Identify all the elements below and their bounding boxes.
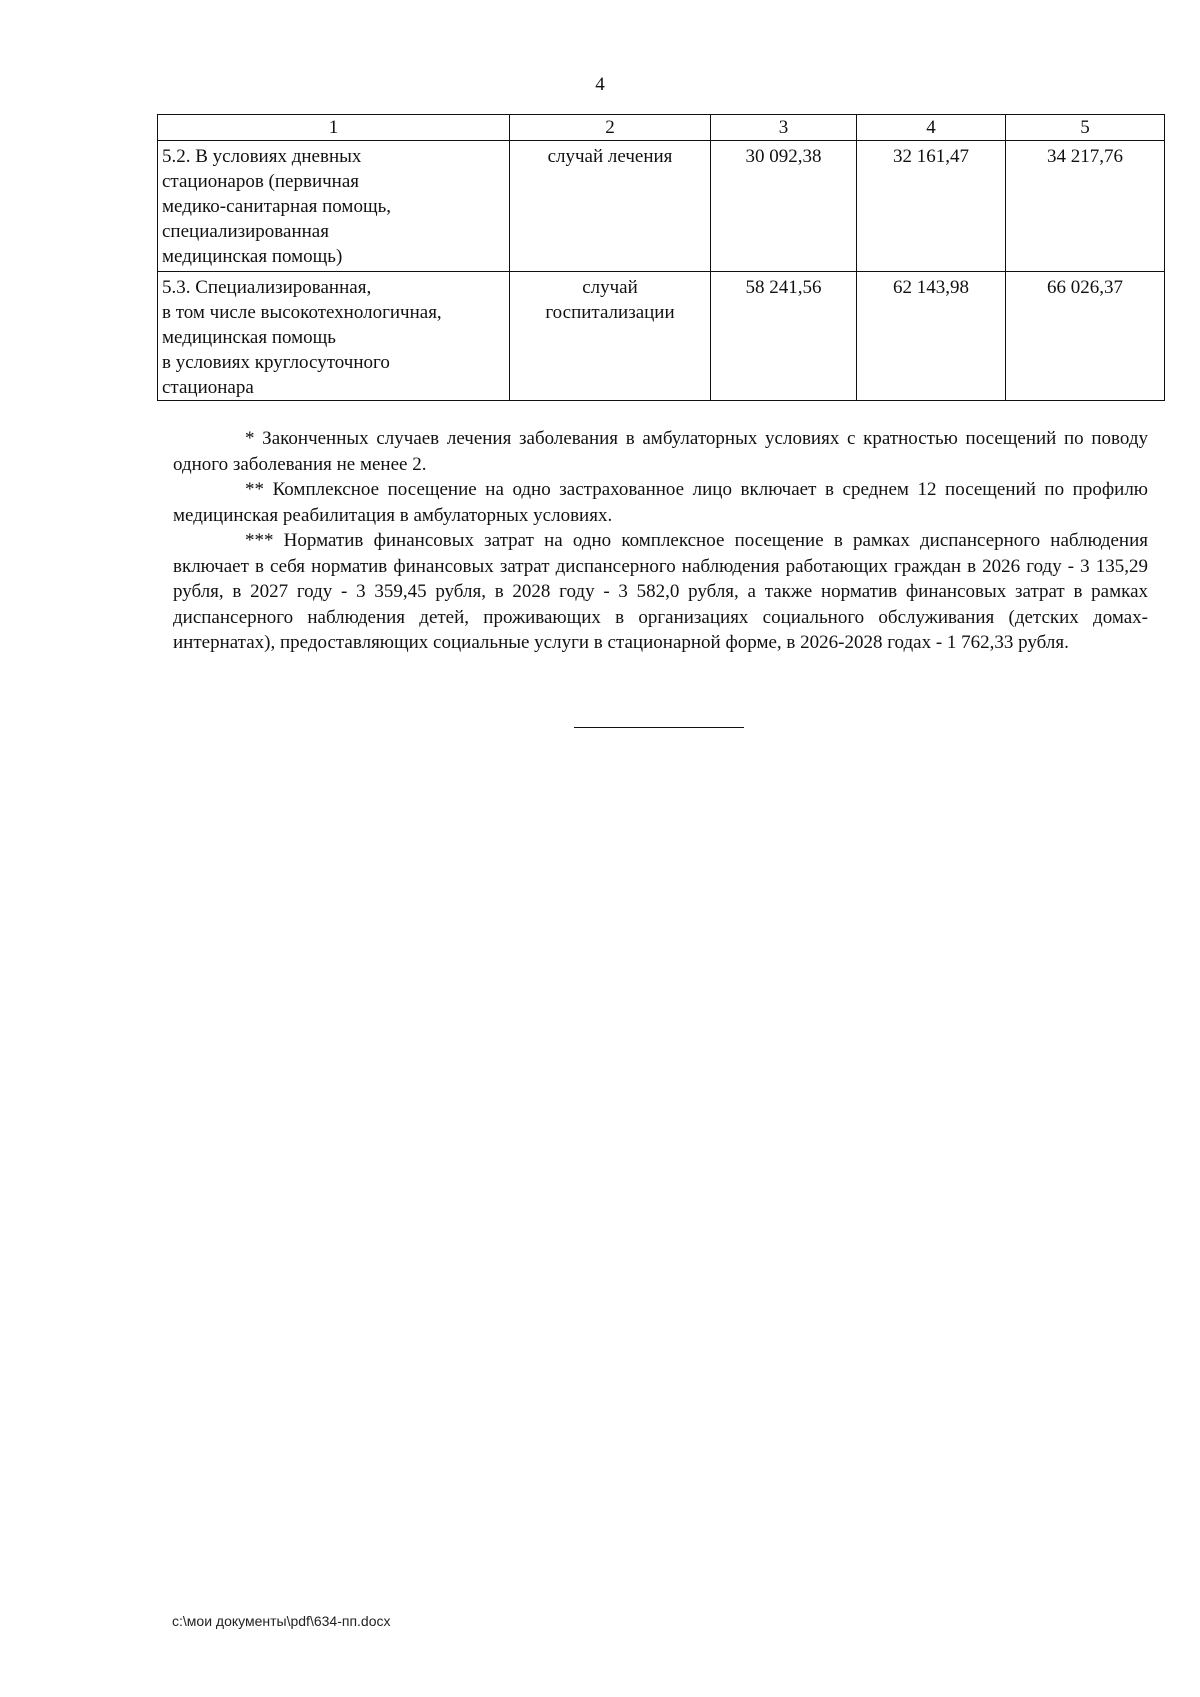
care-type-cell bbox=[158, 272, 510, 401]
care-type-line: стационара bbox=[162, 377, 254, 398]
footnotes bbox=[173, 426, 1148, 656]
column-number-3: 3 bbox=[711, 115, 857, 141]
value-2027-cell: 62 143,98 bbox=[857, 272, 1006, 401]
column-number-2: 2 bbox=[510, 115, 711, 141]
value-2026-cell: 30 092,38 bbox=[711, 141, 857, 272]
unit-cell bbox=[510, 272, 711, 401]
table-row bbox=[158, 272, 1165, 401]
table-header-row bbox=[158, 115, 1165, 141]
care-type-line: в том числе высокотехнологичная, bbox=[162, 302, 442, 323]
unit-line: случай bbox=[582, 277, 638, 298]
column-number-1: 1 bbox=[158, 115, 510, 141]
unit-cell bbox=[510, 141, 711, 272]
care-type-line: 5.3. Специализированная, bbox=[162, 277, 372, 298]
value-2028-cell: 66 026,37 bbox=[1006, 272, 1165, 401]
care-type-line: в условиях круглосуточного bbox=[162, 352, 390, 373]
unit-line: госпитализации bbox=[545, 302, 675, 323]
norms-table bbox=[157, 114, 1165, 401]
care-type-line: медицинская помощь) bbox=[162, 246, 343, 267]
unit-line: случай лечения bbox=[547, 146, 673, 167]
footnote-1: * Законченных случаев лечения заболевания в амбулаторных условиях с кратностью посещений по поводу одного заболевания не менее 2. bbox=[173, 428, 1148, 475]
footnote-3: *** Норматив финансовых затрат на одно комплексное посещение в рамках диспансерного наблюдения включает в себя норматив финансовых затрат диспансерного наблюдения работающих граждан в 2026 году - 3 135,29 рубля, в 2027 году - 3 359,45 рубля, в 2028 году - 3 582,0 рубля, а также норматив финансовых затрат в рамках диспансерного наблюдения детей, проживающих в организациях социального обслуживания (детских домах-интернатах), предоставляющих социальные услуги в стационарной форме, в 2026-2028 годах - 1 762,33 рубля. bbox=[173, 530, 1148, 653]
value-2026-cell: 58 241,56 bbox=[711, 272, 857, 401]
value-2028-cell: 34 217,76 bbox=[1006, 141, 1165, 272]
care-type-cell bbox=[158, 141, 510, 272]
care-type-line: специализированная bbox=[162, 221, 329, 242]
table-row bbox=[158, 141, 1165, 272]
care-type-line: 5.2. В условиях дневных bbox=[162, 146, 362, 167]
column-number-5: 5 bbox=[1006, 115, 1165, 141]
footnote-2: ** Комплексное посещение на одно застрахованное лицо включает в среднем 12 посещений по профилю медицинская реабилитация в амбулаторных условиях. bbox=[173, 479, 1148, 526]
value-2027-cell: 32 161,47 bbox=[857, 141, 1006, 272]
page-number: 4 bbox=[595, 74, 605, 95]
end-divider bbox=[574, 727, 744, 728]
care-type-line: медико-санитарная помощь, bbox=[162, 196, 392, 217]
column-number-4: 4 bbox=[857, 115, 1006, 141]
file-path-footer: c:\мои документы\pdf\634-пп.docx bbox=[172, 1613, 391, 1629]
care-type-line: медицинская помощь bbox=[162, 327, 336, 348]
care-type-line: стационаров (первичная bbox=[162, 171, 360, 192]
